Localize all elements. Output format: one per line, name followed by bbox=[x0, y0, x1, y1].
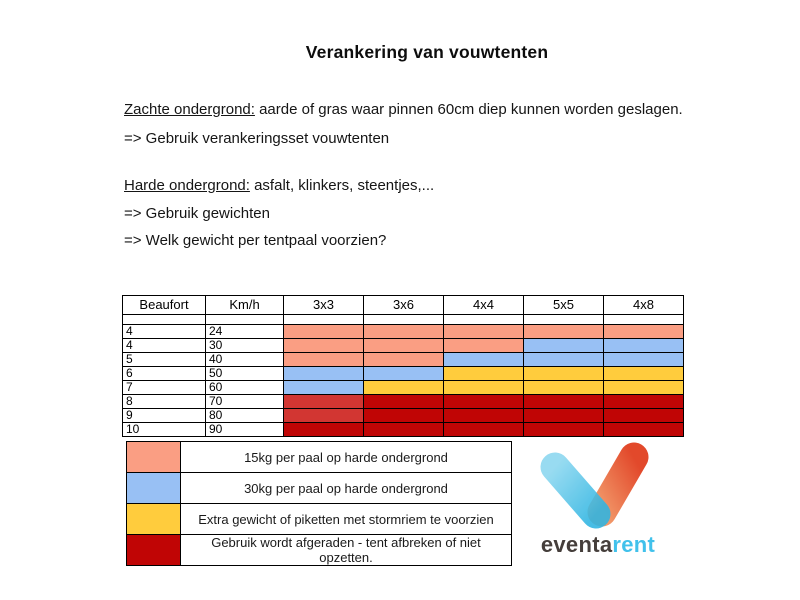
risk-cell-red bbox=[604, 409, 684, 423]
risk-cell-yellow bbox=[444, 367, 524, 381]
risk-cell-yellow bbox=[604, 381, 684, 395]
kmh-value: 30 bbox=[206, 339, 284, 353]
risk-cell-salmon bbox=[444, 325, 524, 339]
risk-cell-red bbox=[604, 395, 684, 409]
risk-cell-blue bbox=[604, 353, 684, 367]
col-header-kmh: Km/h bbox=[206, 296, 284, 315]
page-title: Verankering van vouwtenten bbox=[305, 42, 549, 62]
legend-swatch-red bbox=[127, 535, 181, 566]
wind-table-row bbox=[123, 409, 684, 423]
wind-table-spacer-row bbox=[123, 315, 684, 325]
risk-cell-red bbox=[284, 423, 364, 437]
kmh-value: 24 bbox=[206, 325, 284, 339]
legend-row bbox=[127, 504, 512, 535]
col-header-3x6: 3x6 bbox=[364, 296, 444, 315]
risk-cell-blue bbox=[604, 339, 684, 353]
risk-cell-red bbox=[524, 395, 604, 409]
eventarent-logo bbox=[528, 432, 678, 572]
risk-cell-yellow bbox=[604, 367, 684, 381]
legend-swatch-yellow bbox=[127, 504, 181, 535]
risk-cell-salmon bbox=[364, 339, 444, 353]
wind-table-header-row bbox=[123, 296, 684, 315]
risk-cell-salmon bbox=[364, 353, 444, 367]
risk-cell-salmon bbox=[284, 325, 364, 339]
wind-table-row bbox=[123, 395, 684, 409]
col-header-4x8: 4x8 bbox=[604, 296, 684, 315]
wind-table-row bbox=[123, 353, 684, 367]
risk-cell-salmon bbox=[604, 325, 684, 339]
risk-cell-blue bbox=[444, 353, 524, 367]
beaufort-value: 8 bbox=[123, 395, 206, 409]
kmh-value: 90 bbox=[206, 423, 284, 437]
beaufort-value: 9 bbox=[123, 409, 206, 423]
col-header-4x4: 4x4 bbox=[444, 296, 524, 315]
beaufort-value: 6 bbox=[123, 367, 206, 381]
legend-row bbox=[127, 535, 512, 566]
risk-cell-blue bbox=[284, 367, 364, 381]
risk-cell-blue bbox=[524, 339, 604, 353]
risk-cell-red bbox=[364, 395, 444, 409]
hard-ground-bullet-2: => Welk gewicht per tentpaal voorzien? bbox=[124, 232, 387, 249]
kmh-value: 80 bbox=[206, 409, 284, 423]
legend-label: 30kg per paal op harde ondergrond bbox=[181, 473, 512, 504]
col-header-5x5: 5x5 bbox=[524, 296, 604, 315]
legend-row bbox=[127, 473, 512, 504]
legend-table bbox=[126, 441, 512, 566]
brand-wordmark bbox=[528, 532, 668, 558]
risk-cell-red_light bbox=[284, 395, 364, 409]
soft-ground-line bbox=[124, 101, 683, 118]
hard-ground-description: asfalt, klinkers, steentjes,... bbox=[249, 177, 435, 194]
wind-table-row bbox=[123, 325, 684, 339]
beaufort-value: 7 bbox=[123, 381, 206, 395]
risk-cell-yellow bbox=[364, 381, 444, 395]
wind-table-row bbox=[123, 367, 684, 381]
checkmark-logo-icon bbox=[528, 432, 668, 534]
risk-cell-salmon bbox=[284, 339, 364, 353]
risk-cell-red bbox=[444, 395, 524, 409]
legend-label: 15kg per paal op harde ondergrond bbox=[181, 442, 512, 473]
risk-cell-red_light bbox=[284, 409, 364, 423]
brand-part-eventa: eventa bbox=[540, 532, 613, 557]
brand-part-rent: rent bbox=[612, 532, 656, 557]
col-header-3x3: 3x3 bbox=[284, 296, 364, 315]
kmh-value: 60 bbox=[206, 381, 284, 395]
soft-ground-heading: Zachte ondergrond: bbox=[124, 101, 255, 118]
risk-cell-red bbox=[444, 409, 524, 423]
risk-cell-red bbox=[524, 409, 604, 423]
risk-cell-blue bbox=[524, 353, 604, 367]
risk-cell-blue bbox=[364, 367, 444, 381]
wind-load-table bbox=[122, 295, 684, 437]
risk-cell-red bbox=[364, 423, 444, 437]
risk-cell-blue bbox=[284, 381, 364, 395]
col-header-beaufort: Beaufort bbox=[123, 296, 206, 315]
hard-ground-heading: Harde ondergrond: bbox=[124, 177, 250, 194]
kmh-value: 50 bbox=[206, 367, 284, 381]
soft-ground-bullet: => Gebruik verankeringsset vouwtenten bbox=[124, 130, 390, 147]
wind-table-row bbox=[123, 339, 684, 353]
wind-table-body bbox=[123, 325, 684, 437]
legend-label: Extra gewicht of piketten met stormriem te voorzien bbox=[181, 504, 512, 535]
legend-row bbox=[127, 442, 512, 473]
legend-table-body bbox=[127, 442, 512, 566]
risk-cell-salmon bbox=[284, 353, 364, 367]
risk-cell-yellow bbox=[444, 381, 524, 395]
risk-cell-salmon bbox=[364, 325, 444, 339]
legend-swatch-blue bbox=[127, 473, 181, 504]
risk-cell-salmon bbox=[524, 325, 604, 339]
hard-ground-line bbox=[124, 177, 434, 194]
beaufort-value: 4 bbox=[123, 325, 206, 339]
risk-cell-red bbox=[364, 409, 444, 423]
beaufort-value: 5 bbox=[123, 353, 206, 367]
soft-ground-description: aarde of gras waar pinnen 60cm diep kunnen worden geslagen. bbox=[254, 101, 683, 118]
legend-swatch-salmon bbox=[127, 442, 181, 473]
kmh-value: 70 bbox=[206, 395, 284, 409]
legend-label: Gebruik wordt afgeraden - tent afbreken of niet opzetten. bbox=[181, 535, 512, 566]
beaufort-value: 4 bbox=[123, 339, 206, 353]
risk-cell-yellow bbox=[524, 381, 604, 395]
risk-cell-yellow bbox=[524, 367, 604, 381]
risk-cell-salmon bbox=[444, 339, 524, 353]
wind-table-row bbox=[123, 381, 684, 395]
kmh-value: 40 bbox=[206, 353, 284, 367]
beaufort-value: 10 bbox=[123, 423, 206, 437]
hard-ground-bullet-1: => Gebruik gewichten bbox=[124, 205, 270, 222]
risk-cell-red bbox=[444, 423, 524, 437]
